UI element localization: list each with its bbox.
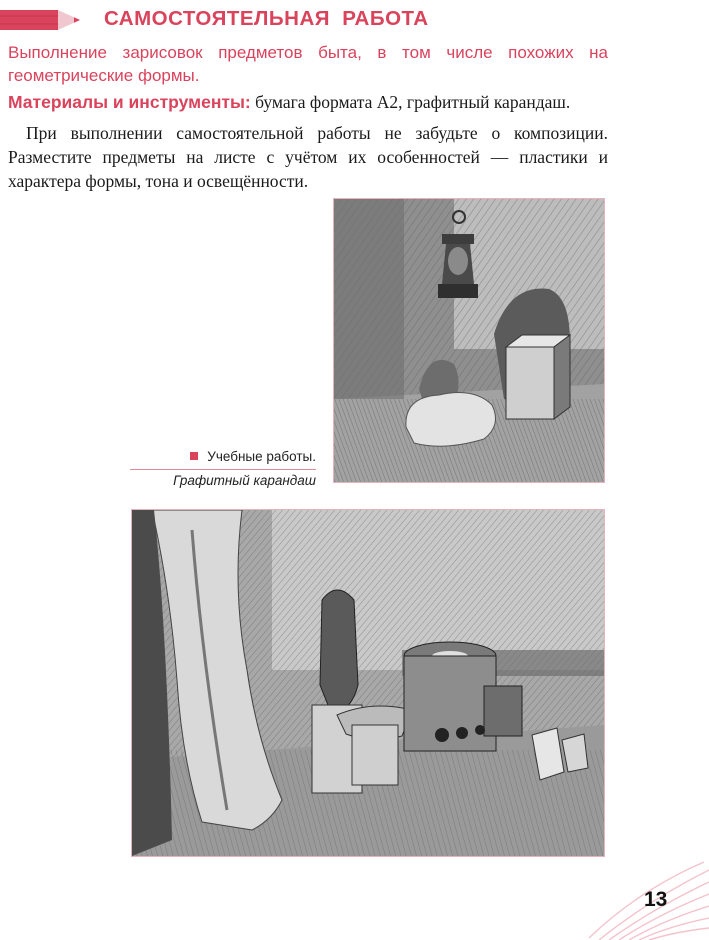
task-description: Выполнение зарисовок предметов быта, в том числе похожих на геометрические формы. — [8, 43, 608, 85]
pencil-icon — [0, 8, 90, 32]
materials-line — [8, 91, 628, 113]
artwork-lantern-still-life — [333, 198, 605, 483]
figure-caption — [130, 448, 316, 491]
section-title: САМОСТОЯТЕЛЬНАЯ РАБОТА — [104, 7, 429, 30]
artwork-drapery-still-life — [131, 509, 605, 857]
caption-line1 — [130, 448, 316, 470]
caption-text1: Учебные работы. — [207, 449, 316, 464]
square-bullet-icon — [190, 452, 198, 460]
caption-text2: Графитный карандаш — [173, 473, 316, 488]
materials-text: бумага формата А2, графитный карандаш. — [250, 92, 571, 112]
body-paragraph: При выполнении самостоятельной работы не забудьте о композиции. Разместите предметы на листе с учётом их особенностей — пластики и характера формы, тона и освещённости. — [8, 123, 608, 191]
page-number: 13 — [644, 888, 668, 911]
materials-label: Материалы и инструменты: — [8, 92, 251, 112]
